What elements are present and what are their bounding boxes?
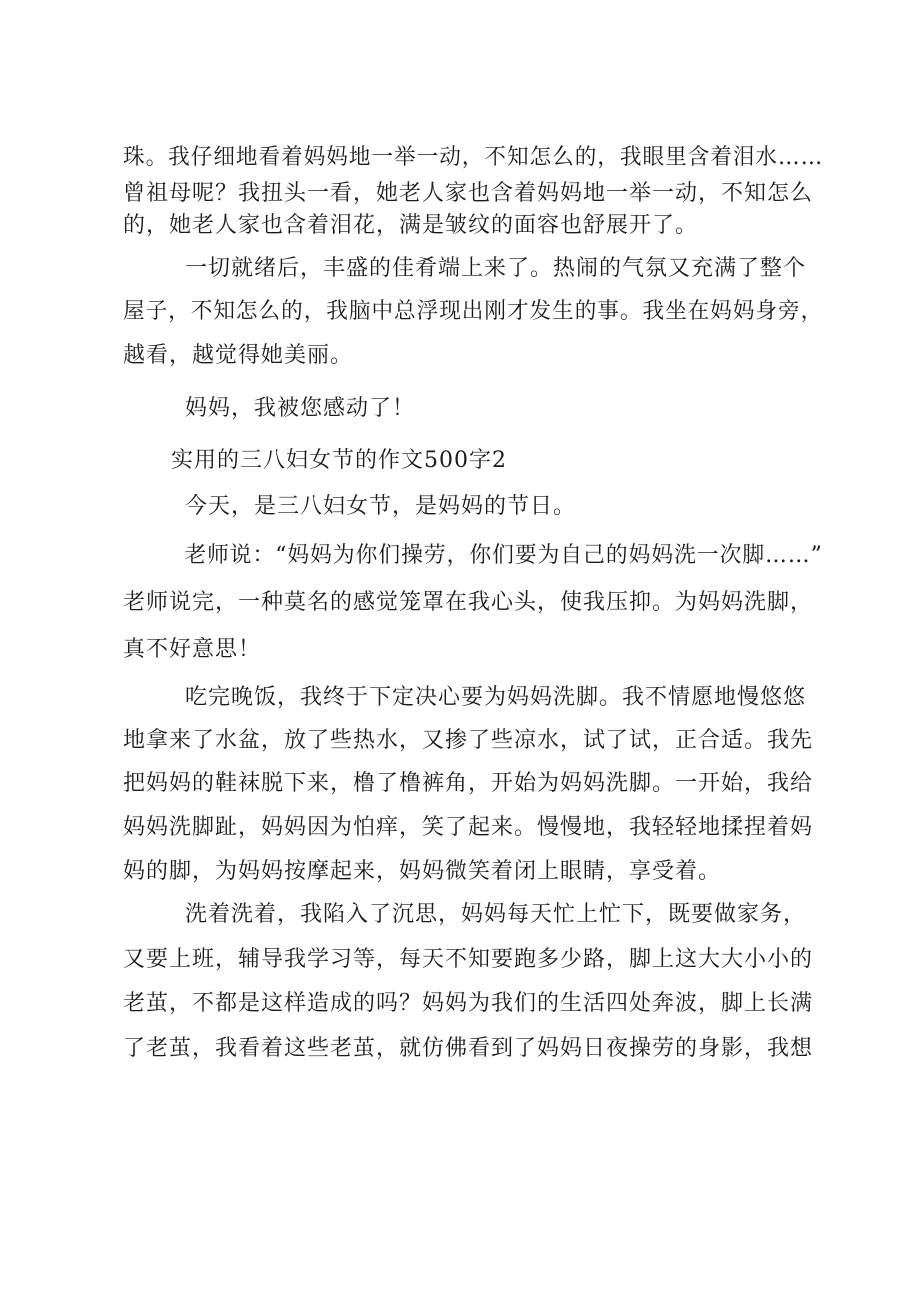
text-line: 妈妈洗脚趾，妈妈因为怕痒，笑了起来。慢慢地，我轻轻地揉捏着妈: [123, 815, 814, 840]
text-line: 地拿来了水盆，放了些热水，又掺了些凉水，试了试，正合适。我先: [123, 728, 814, 753]
text-line: 老茧，不都是这样造成的吗？妈妈为我们的生活四处奔波，脚上长满: [123, 991, 814, 1016]
document-body: [123, 0, 823, 1301]
text-line: 越看，越觉得她美丽。: [123, 343, 354, 368]
text-line: 又要上班，辅导我学习等，每天不知要跑多少路，脚上这大大小小的: [123, 947, 814, 972]
text-line: 老师说：“妈妈为你们操劳，你们要为自己的妈妈洗一次脚……”: [184, 543, 823, 568]
text-line: 妈妈，我被您感动了！: [185, 396, 416, 421]
text-line: 珠。我仔细地看着妈妈地一举一动，不知怎么的，我眼里含着泪水……: [123, 145, 824, 170]
text-line: 妈的脚，为妈妈按摩起来，妈妈微笑着闭上眼睛，享受着。: [123, 859, 722, 884]
text-line: 一切就绪后，丰盛的佳肴端上来了。热闹的气氛又充满了整个: [185, 256, 807, 281]
text-line: 的，她老人家也含着泪花，满是皱纹的面容也舒展开了。: [123, 213, 699, 238]
text-line: 洗着洗着，我陷入了沉思，妈妈每天忙上忙下，既要做家务，: [185, 902, 807, 927]
text-line: 吃完晚饭，我终于下定决心要为妈妈洗脚。我不情愿地慢悠悠: [185, 685, 807, 710]
article-title: 实用的三八妇女节的作文500字2: [171, 448, 507, 473]
text-line: 了老茧，我看着这些老茧，就仿佛看到了妈妈日夜操劳的身影，我想: [123, 1036, 814, 1061]
text-line: 老师说完，一种莫名的感觉笼罩在我心头，使我压抑。为妈妈洗脚，: [123, 590, 814, 615]
text-line: 屋子，不知怎么的，我脑中总浮现出刚才发生的事。我坐在妈妈身旁，: [123, 299, 824, 324]
text-line: 真不好意思！: [123, 637, 262, 662]
text-line: 今天，是三八妇女节，是妈妈的节日。: [185, 494, 577, 519]
text-line: 把妈妈的鞋袜脱下来，橹了橹裤角，开始为妈妈洗脚。一开始，我给: [123, 771, 814, 796]
text-line: 曾祖母呢？我扭头一看，她老人家也含着妈妈地一举一动，不知怎么: [123, 181, 814, 206]
